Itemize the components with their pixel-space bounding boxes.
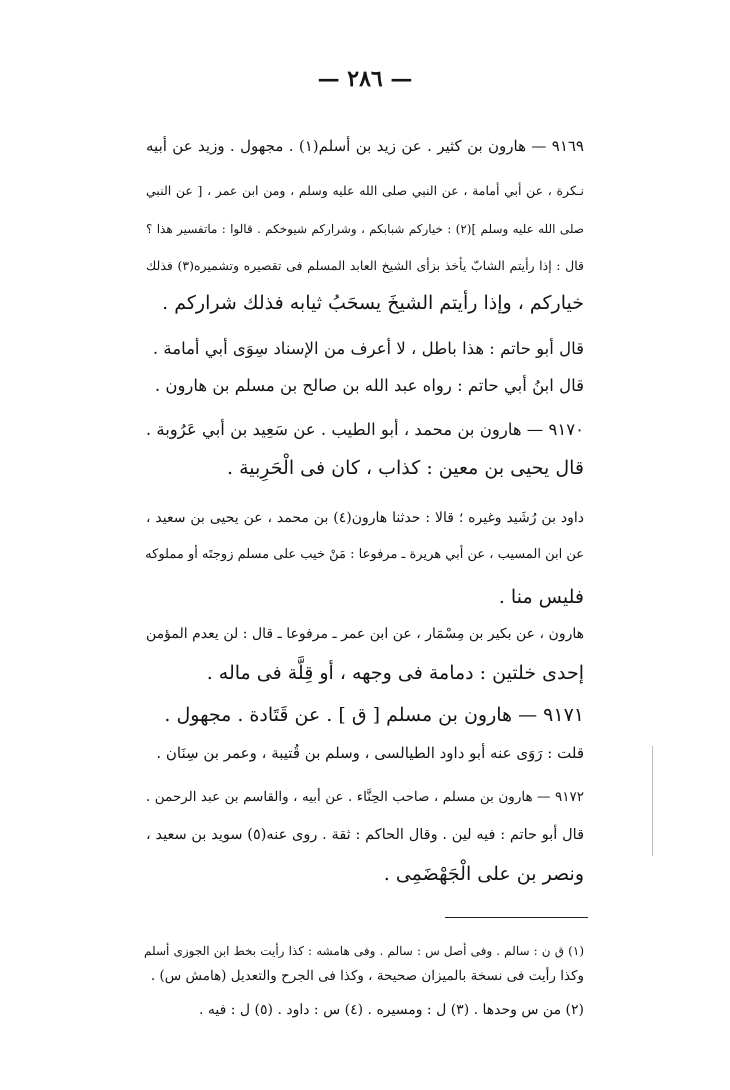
body-line: قال أبو حاتم : هذا باطل ، لا أعرف من الإسناد سِوَى أبي أمامة . — [152, 339, 584, 358]
footnote-line: وكذا رأيت فى نسخة بالميزان صحيحة ، وكذا فى الجرح والتعديل (هامش س) . — [150, 968, 584, 984]
body-line: قال يحيى بن معين : كذاب ، كان فى الْحَرِبية . — [227, 457, 584, 479]
body-line: ٩١٦٩ — هارون بن كثير . عن زيد بن أسلم(١) . مجهول . وزيد عن أبيه — [146, 137, 584, 155]
body-line: صلى الله عليه وسلم ](٢) : خياركم شبابكم ، وشراركم شيوخكم . قالوا : ماتفسير هذا ؟ — [146, 222, 584, 236]
body-line: ٩١٧٢ — هارون بن مسلم ، صاحب الحِنَّاء . عن أبيه ، والقاسم بن عبد الرحمن . — [146, 789, 584, 805]
footnote-rule — [445, 917, 588, 918]
body-line: هارون ، عن بكير بن مِسْمَار ، عن ابن عمر ـ مرفوعا ـ قال : لن يعدم المؤمن — [146, 626, 584, 642]
body-line: ٩١٧١ — هارون بن مسلم [ ق ] . عن قَتَادة . مجهول . — [164, 704, 584, 726]
body-line: قال ابنُ أبي حاتم : رواه عبد الله بن صالح بن مسلم بن هارون . — [154, 376, 584, 395]
body-line: خياركم ، وإذا رأيتم الشيخَ يسحَبُ ثيابه فذلك شراركم . — [162, 292, 584, 314]
page-number: — ٢٨٦ — — [317, 66, 413, 92]
body-line: نـكرة ، عن أبي أمامة ، عن النبي صلى الله عليه وسلم ، ومن ابن عمر ، [ عن النبي — [146, 183, 584, 198]
footnote-line: (٢) من س وحدها . (٣) ل : ومسيره . (٤) س : داود . (٥) ل : فيه . — [198, 1002, 584, 1018]
body-line: قال أبو حاتم : فيه لين . وقال الحاكم : ثقة . روى عنه(٥) سويد بن سعيد ، — [146, 827, 584, 843]
margin-mark — [652, 746, 653, 856]
body-line: عن ابن المسيب ، عن أبي هريرة ـ مرفوعا : مَنْ خيب على مسلم زوجتَه أو مملوكه — [145, 547, 584, 562]
body-line: ونصر بن على الْجَهْضَمِى . — [383, 863, 584, 885]
body-line: ٩١٧٠ — هارون بن محمد ، أبو الطيب . عن سَعِيد بن أبي عَرُوبة . — [145, 420, 584, 439]
footnote-line: (١) ق ن : سالم . وفى أصل س : سالم . وفى هامشه : كذا رأيت بخط ابن الجوزى أسلم — [144, 944, 584, 958]
body-line: داود بن رُشَيد وغيره ؛ قالا : حدثنا هارون(٤) بن محمد ، عن يحيى بن سعيد ، — [146, 510, 584, 526]
body-line: قلت : رَوَى عنه أبو داود الطيالسى ، وسلم بن قُتيبة ، وعمر بن سِنَان . — [156, 744, 584, 762]
body-line: إحدى خلتين : دمامة فى وجهه ، أو قِلَّة فى ماله . — [206, 662, 584, 684]
body-line: قال : إذا رأيتم الشابّ يأخذ بزأى الشيخ العابد المسلم فى تقصيره وتشميره(٣) فذلك — [146, 258, 584, 273]
body-line: فليس منا . — [498, 586, 584, 608]
